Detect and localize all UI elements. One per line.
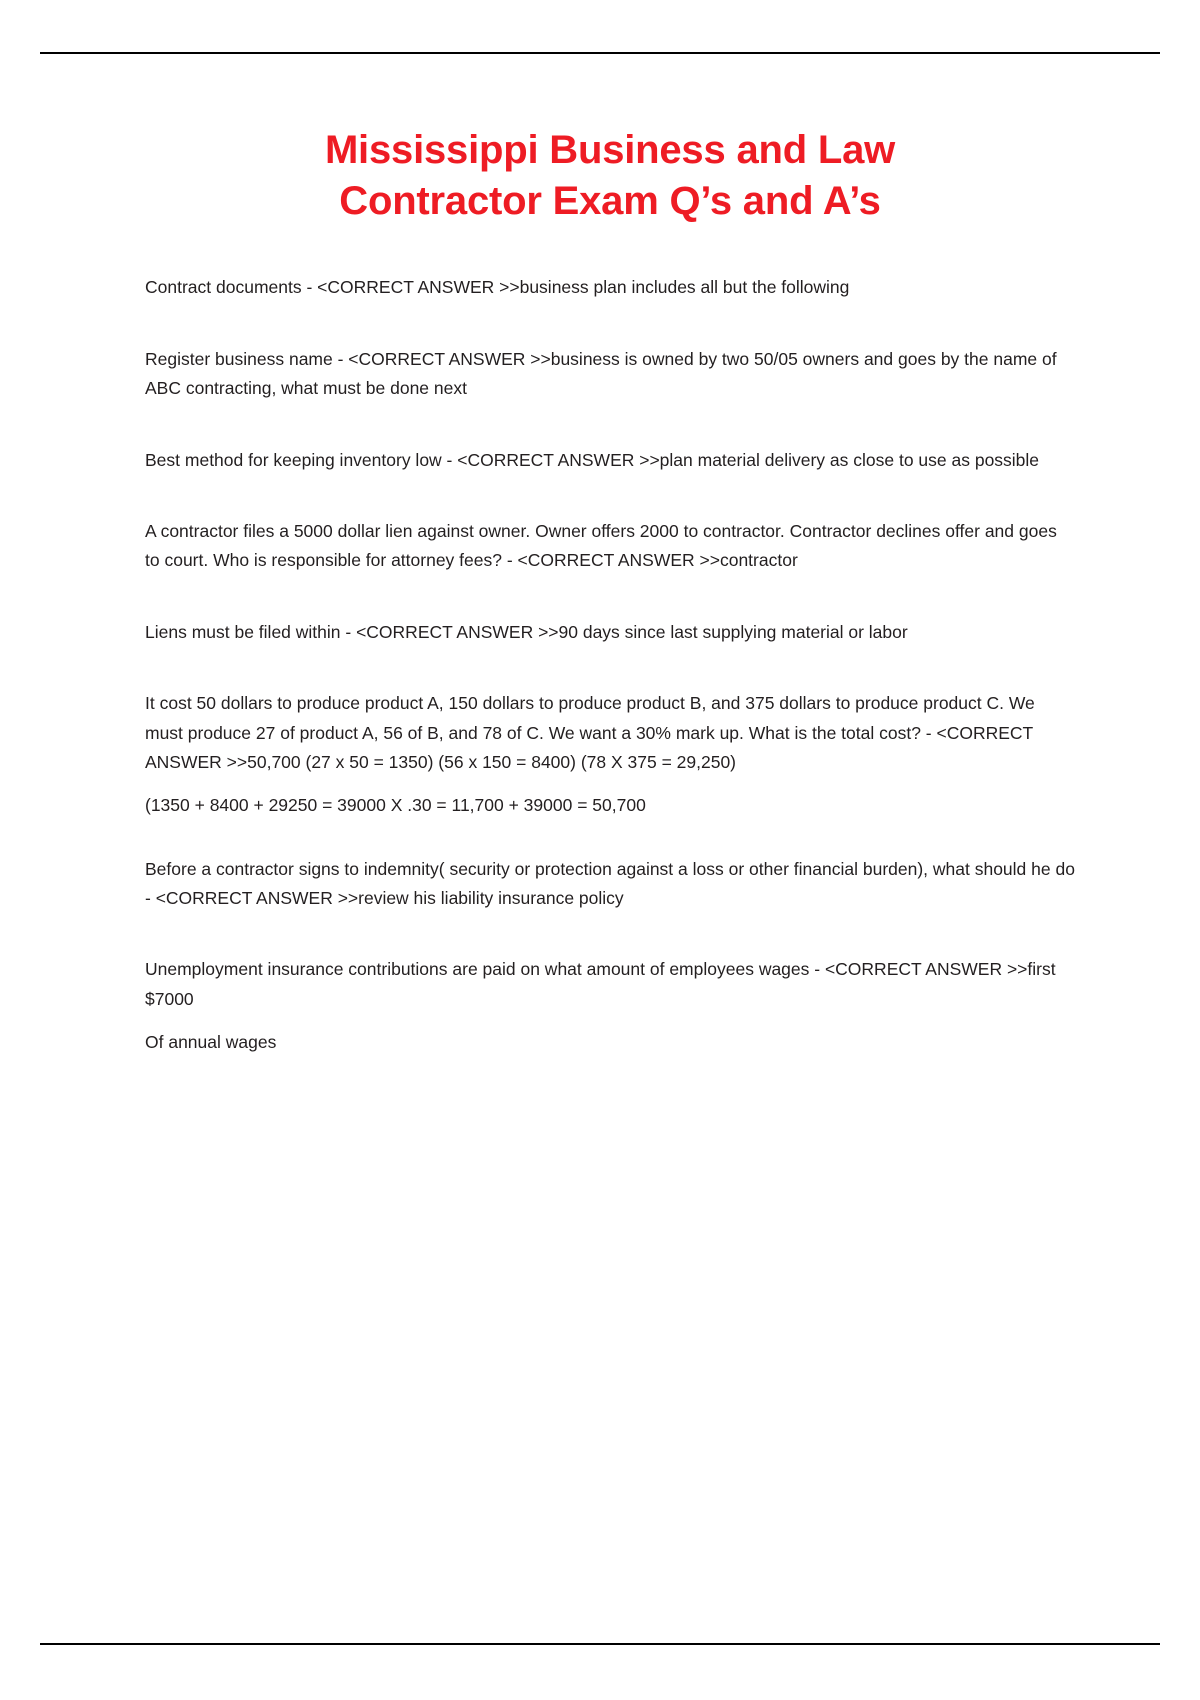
header-divider xyxy=(40,52,1160,54)
qa-entry: Before a contractor signs to indemnity( security or protection against a loss or other financial burden), what should he do - <CORRECT ANSWER >>review his liability insurance policy xyxy=(145,858,1075,909)
qa-entry-group xyxy=(145,689,1075,821)
qa-entry: A contractor files a 5000 dollar lien against owner. Owner offers 2000 to contractor. Contractor declines offer and goes to court. Who is responsible for attorney fees? - <CORRECT ANSWER >>contractor xyxy=(145,520,1057,571)
qa-entry: Unemployment insurance contributions are paid on what amount of employees wages - <CORRECT ANSWER >>first $7000 xyxy=(145,959,1056,1009)
qa-entry-sub: (1350 + 8400 + 29250 = 39000 X .30 = 11,700 + 39000 = 50,700 xyxy=(145,795,646,816)
qa-entry: Liens must be filed within - <CORRECT ANSWER >>90 days since last supplying material or labor xyxy=(145,621,908,642)
qa-entry: It cost 50 dollars to produce product A, 150 dollars to produce product B, and 375 dollars to produce product C. We must produce 27 of product A, 56 of B, and 78 of C. We want a 30% mark up. What is the total cost? - <CORRECT ANSWER >>50,700 (27 x 50 = 1350) (56 x 150 = 8400) (78 X 375 = 29,250) xyxy=(145,693,1035,772)
page-title xyxy=(145,125,1075,227)
qa-entry: Register business name - <CORRECT ANSWER >>business is owned by two 50/05 owners and goes by the name of ABC contracting, what must be done next xyxy=(145,348,1057,399)
page-title-line-2: Contractor Exam Q’s and A’s xyxy=(339,179,881,224)
qa-entry: Best method for keeping inventory low - <CORRECT ANSWER >>plan material delivery as close to use as possible xyxy=(145,449,1040,470)
document-content xyxy=(145,125,1075,1058)
qa-entry-sub: Of annual wages xyxy=(145,1032,277,1053)
qa-entry: Contract documents - <CORRECT ANSWER >>business plan includes all but the following xyxy=(145,277,850,298)
page-title-line-1: Mississippi Business and Law xyxy=(324,128,896,172)
qa-entry-group xyxy=(145,955,1075,1057)
footer-divider xyxy=(40,1643,1160,1645)
